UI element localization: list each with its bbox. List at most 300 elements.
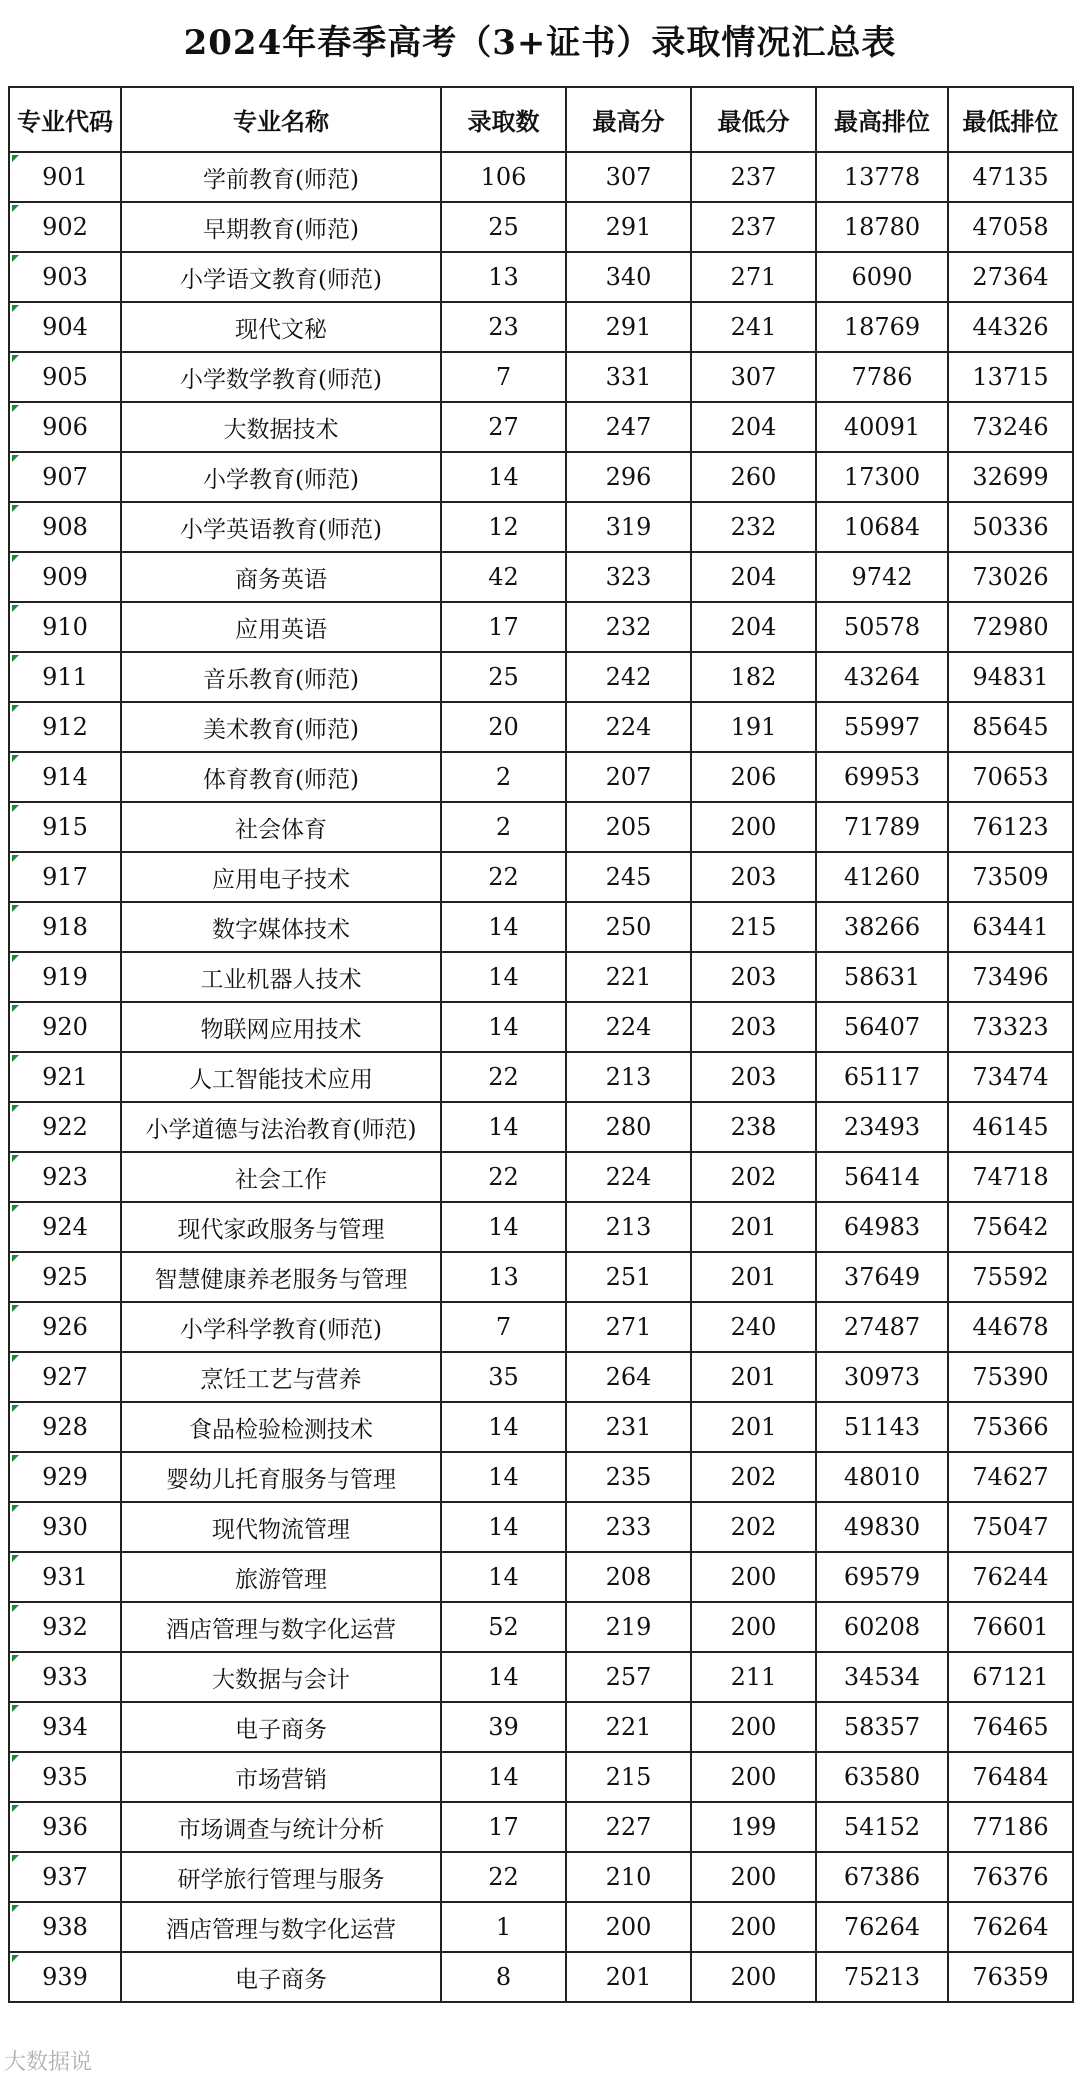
cell-admitted: 8 <box>441 1952 566 2002</box>
cell-code: 932 <box>9 1602 121 1652</box>
cell-min-rank: 74627 <box>948 1452 1073 1502</box>
cell-max-score: 331 <box>566 352 691 402</box>
cell-max-rank: 37649 <box>816 1252 948 1302</box>
table-row <box>9 602 1073 652</box>
cell-max-rank: 23493 <box>816 1102 948 1152</box>
cell-max-rank: 30973 <box>816 1352 948 1402</box>
cell-min-rank: 76484 <box>948 1752 1073 1802</box>
cell-max-score: 224 <box>566 1152 691 1202</box>
cell-max-score: 208 <box>566 1552 691 1602</box>
table-row <box>9 952 1073 1002</box>
cell-min-score: 201 <box>691 1202 816 1252</box>
cell-code: 928 <box>9 1402 121 1452</box>
cell-code: 937 <box>9 1852 121 1902</box>
cell-min-score: 307 <box>691 352 816 402</box>
cell-min-rank: 70653 <box>948 752 1073 802</box>
cell-code: 922 <box>9 1102 121 1152</box>
cell-major-name: 大数据与会计 <box>121 1652 441 1702</box>
cell-max-score: 242 <box>566 652 691 702</box>
cell-min-rank: 94831 <box>948 652 1073 702</box>
cell-code: 910 <box>9 602 121 652</box>
cell-code: 901 <box>9 152 121 202</box>
table-row <box>9 252 1073 302</box>
cell-max-rank: 18780 <box>816 202 948 252</box>
cell-major-name: 食品检验检测技术 <box>121 1402 441 1452</box>
cell-min-rank: 27364 <box>948 252 1073 302</box>
cell-max-rank: 13778 <box>816 152 948 202</box>
cell-min-rank: 75642 <box>948 1202 1073 1252</box>
cell-code: 905 <box>9 352 121 402</box>
cell-max-score: 291 <box>566 302 691 352</box>
cell-admitted: 17 <box>441 602 566 652</box>
cell-max-rank: 7786 <box>816 352 948 402</box>
cell-code: 933 <box>9 1652 121 1702</box>
cell-major-name: 市场调查与统计分析 <box>121 1802 441 1852</box>
cell-admitted: 14 <box>441 1752 566 1802</box>
cell-min-rank: 73474 <box>948 1052 1073 1102</box>
cell-admitted: 22 <box>441 1052 566 1102</box>
table-header-row <box>9 87 1073 152</box>
cell-admitted: 52 <box>441 1602 566 1652</box>
cell-code: 931 <box>9 1552 121 1602</box>
table-row <box>9 1002 1073 1052</box>
cell-major-name: 小学教育(师范) <box>121 452 441 502</box>
cell-code: 920 <box>9 1002 121 1052</box>
cell-max-rank: 60208 <box>816 1602 948 1652</box>
cell-min-score: 200 <box>691 1902 816 1952</box>
cell-admitted: 2 <box>441 752 566 802</box>
table-row <box>9 1352 1073 1402</box>
cell-max-score: 250 <box>566 902 691 952</box>
cell-max-rank: 27487 <box>816 1302 948 1352</box>
cell-max-score: 257 <box>566 1652 691 1702</box>
cell-max-score: 271 <box>566 1302 691 1352</box>
cell-code: 911 <box>9 652 121 702</box>
cell-min-rank: 72980 <box>948 602 1073 652</box>
cell-min-score: 271 <box>691 252 816 302</box>
cell-admitted: 17 <box>441 1802 566 1852</box>
cell-major-name: 美术教育(师范) <box>121 702 441 752</box>
cell-min-rank: 75390 <box>948 1352 1073 1402</box>
cell-min-score: 203 <box>691 1002 816 1052</box>
cell-major-name: 音乐教育(师范) <box>121 652 441 702</box>
cell-major-name: 数字媒体技术 <box>121 902 441 952</box>
cell-max-score: 231 <box>566 1402 691 1452</box>
cell-max-rank: 6090 <box>816 252 948 302</box>
cell-min-rank: 76123 <box>948 802 1073 852</box>
cell-major-name: 应用英语 <box>121 602 441 652</box>
cell-admitted: 14 <box>441 1552 566 1602</box>
cell-max-rank: 67386 <box>816 1852 948 1902</box>
cell-admitted: 7 <box>441 352 566 402</box>
cell-min-rank: 74718 <box>948 1152 1073 1202</box>
cell-admitted: 2 <box>441 802 566 852</box>
cell-admitted: 20 <box>441 702 566 752</box>
cell-admitted: 7 <box>441 1302 566 1352</box>
table-row <box>9 1852 1073 1902</box>
cell-min-rank: 76359 <box>948 1952 1073 2002</box>
table-row <box>9 1502 1073 1552</box>
cell-code: 936 <box>9 1802 121 1852</box>
cell-max-rank: 48010 <box>816 1452 948 1502</box>
cell-major-name: 小学语文教育(师范) <box>121 252 441 302</box>
cell-admitted: 22 <box>441 1852 566 1902</box>
cell-max-score: 319 <box>566 502 691 552</box>
cell-code: 939 <box>9 1952 121 2002</box>
cell-major-name: 酒店管理与数字化运营 <box>121 1602 441 1652</box>
cell-max-score: 323 <box>566 552 691 602</box>
cell-major-name: 工业机器人技术 <box>121 952 441 1002</box>
table-row <box>9 352 1073 402</box>
cell-admitted: 25 <box>441 652 566 702</box>
cell-admitted: 14 <box>441 1202 566 1252</box>
column-header-code: 专业代码 <box>9 87 121 152</box>
table-row <box>9 902 1073 952</box>
table-row <box>9 652 1073 702</box>
cell-admitted: 12 <box>441 502 566 552</box>
cell-admitted: 1 <box>441 1902 566 1952</box>
cell-major-name: 体育教育(师范) <box>121 752 441 802</box>
watermark: 大数据说 <box>4 2050 93 2075</box>
cell-min-score: 211 <box>691 1652 816 1702</box>
cell-min-score: 191 <box>691 702 816 752</box>
cell-min-score: 201 <box>691 1252 816 1302</box>
cell-major-name: 早期教育(师范) <box>121 202 441 252</box>
cell-max-score: 291 <box>566 202 691 252</box>
cell-min-rank: 76264 <box>948 1902 1073 1952</box>
table-row <box>9 852 1073 902</box>
cell-major-name: 社会工作 <box>121 1152 441 1202</box>
cell-admitted: 23 <box>441 302 566 352</box>
cell-min-score: 202 <box>691 1452 816 1502</box>
cell-min-rank: 76465 <box>948 1702 1073 1752</box>
table-row <box>9 1102 1073 1152</box>
table-row <box>9 1752 1073 1802</box>
admission-table <box>8 86 1074 2003</box>
cell-min-rank: 77186 <box>948 1802 1073 1852</box>
cell-admitted: 42 <box>441 552 566 602</box>
table-row <box>9 1202 1073 1252</box>
cell-code: 914 <box>9 752 121 802</box>
cell-max-rank: 75213 <box>816 1952 948 2002</box>
cell-min-score: 182 <box>691 652 816 702</box>
cell-max-rank: 41260 <box>816 852 948 902</box>
cell-max-rank: 17300 <box>816 452 948 502</box>
cell-code: 930 <box>9 1502 121 1552</box>
cell-min-score: 238 <box>691 1102 816 1152</box>
cell-max-score: 296 <box>566 452 691 502</box>
cell-major-name: 小学道德与法治教育(师范) <box>121 1102 441 1152</box>
table-row <box>9 302 1073 352</box>
cell-major-name: 电子商务 <box>121 1952 441 2002</box>
cell-code: 902 <box>9 202 121 252</box>
cell-code: 935 <box>9 1752 121 1802</box>
cell-admitted: 14 <box>441 1652 566 1702</box>
cell-major-name: 酒店管理与数字化运营 <box>121 1902 441 1952</box>
cell-max-score: 205 <box>566 802 691 852</box>
cell-max-rank: 51143 <box>816 1402 948 1452</box>
cell-min-score: 199 <box>691 1802 816 1852</box>
cell-admitted: 25 <box>441 202 566 252</box>
cell-max-score: 247 <box>566 402 691 452</box>
cell-min-score: 200 <box>691 1602 816 1652</box>
cell-min-rank: 73496 <box>948 952 1073 1002</box>
cell-max-score: 264 <box>566 1352 691 1402</box>
table-row <box>9 502 1073 552</box>
cell-admitted: 13 <box>441 1252 566 1302</box>
table-row <box>9 1302 1073 1352</box>
column-header-admitted: 录取数 <box>441 87 566 152</box>
cell-min-score: 241 <box>691 302 816 352</box>
cell-min-rank: 76376 <box>948 1852 1073 1902</box>
cell-code: 929 <box>9 1452 121 1502</box>
cell-code: 915 <box>9 802 121 852</box>
cell-min-score: 201 <box>691 1402 816 1452</box>
cell-max-rank: 56414 <box>816 1152 948 1202</box>
cell-min-score: 200 <box>691 802 816 852</box>
cell-min-score: 201 <box>691 1352 816 1402</box>
cell-admitted: 14 <box>441 1452 566 1502</box>
table-row <box>9 1652 1073 1702</box>
cell-max-rank: 40091 <box>816 402 948 452</box>
cell-major-name: 商务英语 <box>121 552 441 602</box>
cell-min-score: 200 <box>691 1702 816 1752</box>
cell-max-rank: 54152 <box>816 1802 948 1852</box>
cell-max-score: 340 <box>566 252 691 302</box>
cell-min-rank: 47135 <box>948 152 1073 202</box>
table-row <box>9 402 1073 452</box>
cell-max-score: 221 <box>566 952 691 1002</box>
cell-admitted: 22 <box>441 852 566 902</box>
cell-max-rank: 49830 <box>816 1502 948 1552</box>
cell-code: 904 <box>9 302 121 352</box>
cell-major-name: 婴幼儿托育服务与管理 <box>121 1452 441 1502</box>
cell-max-score: 235 <box>566 1452 691 1502</box>
cell-code: 918 <box>9 902 121 952</box>
table-row <box>9 1552 1073 1602</box>
cell-min-rank: 76244 <box>948 1552 1073 1602</box>
table-row <box>9 702 1073 752</box>
cell-min-rank: 73246 <box>948 402 1073 452</box>
cell-max-score: 200 <box>566 1902 691 1952</box>
cell-admitted: 35 <box>441 1352 566 1402</box>
table-row <box>9 1602 1073 1652</box>
cell-max-score: 219 <box>566 1602 691 1652</box>
cell-min-rank: 73509 <box>948 852 1073 902</box>
cell-major-name: 小学数学教育(师范) <box>121 352 441 402</box>
table-row <box>9 152 1073 202</box>
cell-min-score: 204 <box>691 552 816 602</box>
cell-code: 926 <box>9 1302 121 1352</box>
cell-admitted: 14 <box>441 1502 566 1552</box>
cell-major-name: 智慧健康养老服务与管理 <box>121 1252 441 1302</box>
column-header-min-rank: 最低排位 <box>948 87 1073 152</box>
cell-code: 924 <box>9 1202 121 1252</box>
cell-max-rank: 9742 <box>816 552 948 602</box>
cell-min-rank: 44326 <box>948 302 1073 352</box>
cell-min-score: 260 <box>691 452 816 502</box>
cell-min-score: 204 <box>691 402 816 452</box>
table-row <box>9 1452 1073 1502</box>
cell-max-rank: 76264 <box>816 1902 948 1952</box>
table-row <box>9 1902 1073 1952</box>
cell-min-rank: 44678 <box>948 1302 1073 1352</box>
cell-admitted: 22 <box>441 1152 566 1202</box>
cell-max-rank: 64983 <box>816 1202 948 1252</box>
cell-max-rank: 58631 <box>816 952 948 1002</box>
table-row <box>9 452 1073 502</box>
cell-max-score: 227 <box>566 1802 691 1852</box>
cell-max-score: 307 <box>566 152 691 202</box>
cell-max-score: 232 <box>566 602 691 652</box>
cell-min-rank: 75366 <box>948 1402 1073 1452</box>
cell-max-rank: 58357 <box>816 1702 948 1752</box>
cell-min-rank: 75592 <box>948 1252 1073 1302</box>
cell-major-name: 市场营销 <box>121 1752 441 1802</box>
cell-min-score: 202 <box>691 1152 816 1202</box>
cell-code: 925 <box>9 1252 121 1302</box>
cell-admitted: 27 <box>441 402 566 452</box>
cell-code: 903 <box>9 252 121 302</box>
cell-max-score: 233 <box>566 1502 691 1552</box>
table-row <box>9 802 1073 852</box>
cell-min-score: 203 <box>691 952 816 1002</box>
cell-min-rank: 85645 <box>948 702 1073 752</box>
table-body <box>9 152 1073 2002</box>
cell-max-rank: 69579 <box>816 1552 948 1602</box>
cell-major-name: 现代物流管理 <box>121 1502 441 1552</box>
cell-min-rank: 67121 <box>948 1652 1073 1702</box>
cell-code: 909 <box>9 552 121 602</box>
cell-max-rank: 69953 <box>816 752 948 802</box>
cell-min-score: 200 <box>691 1752 816 1802</box>
cell-max-rank: 43264 <box>816 652 948 702</box>
cell-min-score: 200 <box>691 1952 816 2002</box>
cell-min-score: 240 <box>691 1302 816 1352</box>
column-header-min-score: 最低分 <box>691 87 816 152</box>
table-row <box>9 752 1073 802</box>
cell-min-rank: 73026 <box>948 552 1073 602</box>
cell-admitted: 14 <box>441 1002 566 1052</box>
cell-code: 906 <box>9 402 121 452</box>
cell-major-name: 旅游管理 <box>121 1552 441 1602</box>
cell-code: 934 <box>9 1702 121 1752</box>
cell-min-score: 202 <box>691 1502 816 1552</box>
cell-code: 907 <box>9 452 121 502</box>
cell-code: 927 <box>9 1352 121 1402</box>
cell-max-rank: 55997 <box>816 702 948 752</box>
cell-min-rank: 63441 <box>948 902 1073 952</box>
column-header-max-rank: 最高排位 <box>816 87 948 152</box>
cell-code: 938 <box>9 1902 121 1952</box>
cell-admitted: 106 <box>441 152 566 202</box>
cell-min-rank: 47058 <box>948 202 1073 252</box>
cell-max-rank: 18769 <box>816 302 948 352</box>
cell-major-name: 大数据技术 <box>121 402 441 452</box>
cell-code: 919 <box>9 952 121 1002</box>
cell-max-score: 201 <box>566 1952 691 2002</box>
table-row <box>9 202 1073 252</box>
cell-admitted: 13 <box>441 252 566 302</box>
cell-max-rank: 50578 <box>816 602 948 652</box>
cell-min-score: 200 <box>691 1552 816 1602</box>
table-row <box>9 1802 1073 1852</box>
cell-min-score: 215 <box>691 902 816 952</box>
cell-max-score: 207 <box>566 752 691 802</box>
cell-max-rank: 34534 <box>816 1652 948 1702</box>
cell-admitted: 14 <box>441 1402 566 1452</box>
column-header-name: 专业名称 <box>121 87 441 152</box>
cell-major-name: 小学科学教育(师范) <box>121 1302 441 1352</box>
cell-major-name: 研学旅行管理与服务 <box>121 1852 441 1902</box>
cell-major-name: 现代文秘 <box>121 302 441 352</box>
cell-max-score: 221 <box>566 1702 691 1752</box>
cell-major-name: 小学英语教育(师范) <box>121 502 441 552</box>
table-row <box>9 1952 1073 2002</box>
column-header-max-score: 最高分 <box>566 87 691 152</box>
cell-min-rank: 76601 <box>948 1602 1073 1652</box>
cell-max-rank: 56407 <box>816 1002 948 1052</box>
page-title: 2024年春季高考（3+证书）录取情况汇总表 <box>183 23 897 63</box>
cell-code: 923 <box>9 1152 121 1202</box>
cell-max-score: 245 <box>566 852 691 902</box>
cell-major-name: 人工智能技术应用 <box>121 1052 441 1102</box>
cell-max-score: 215 <box>566 1752 691 1802</box>
cell-code: 917 <box>9 852 121 902</box>
cell-min-rank: 75047 <box>948 1502 1073 1552</box>
cell-min-rank: 32699 <box>948 452 1073 502</box>
cell-min-score: 206 <box>691 752 816 802</box>
cell-min-score: 237 <box>691 152 816 202</box>
cell-admitted: 14 <box>441 452 566 502</box>
cell-major-name: 社会体育 <box>121 802 441 852</box>
table-row <box>9 1252 1073 1302</box>
cell-max-rank: 71789 <box>816 802 948 852</box>
cell-max-rank: 38266 <box>816 902 948 952</box>
cell-major-name: 应用电子技术 <box>121 852 441 902</box>
cell-max-rank: 65117 <box>816 1052 948 1102</box>
cell-max-rank: 10684 <box>816 502 948 552</box>
table-row <box>9 1402 1073 1452</box>
cell-max-score: 224 <box>566 702 691 752</box>
cell-code: 921 <box>9 1052 121 1102</box>
cell-min-score: 204 <box>691 602 816 652</box>
cell-major-name: 电子商务 <box>121 1702 441 1752</box>
cell-min-score: 232 <box>691 502 816 552</box>
cell-max-score: 224 <box>566 1002 691 1052</box>
cell-max-score: 213 <box>566 1052 691 1102</box>
cell-major-name: 物联网应用技术 <box>121 1002 441 1052</box>
table-row <box>9 1702 1073 1752</box>
cell-min-score: 237 <box>691 202 816 252</box>
cell-min-rank: 46145 <box>948 1102 1073 1152</box>
cell-major-name: 学前教育(师范) <box>121 152 441 202</box>
cell-admitted: 14 <box>441 952 566 1002</box>
cell-max-score: 210 <box>566 1852 691 1902</box>
cell-max-score: 213 <box>566 1202 691 1252</box>
cell-code: 912 <box>9 702 121 752</box>
table-row <box>9 552 1073 602</box>
cell-min-rank: 13715 <box>948 352 1073 402</box>
table-row <box>9 1052 1073 1102</box>
cell-min-score: 203 <box>691 852 816 902</box>
table-row <box>9 1152 1073 1202</box>
cell-admitted: 14 <box>441 902 566 952</box>
cell-min-score: 200 <box>691 1852 816 1902</box>
cell-min-rank: 50336 <box>948 502 1073 552</box>
cell-major-name: 烹饪工艺与营养 <box>121 1352 441 1402</box>
cell-admitted: 39 <box>441 1702 566 1752</box>
